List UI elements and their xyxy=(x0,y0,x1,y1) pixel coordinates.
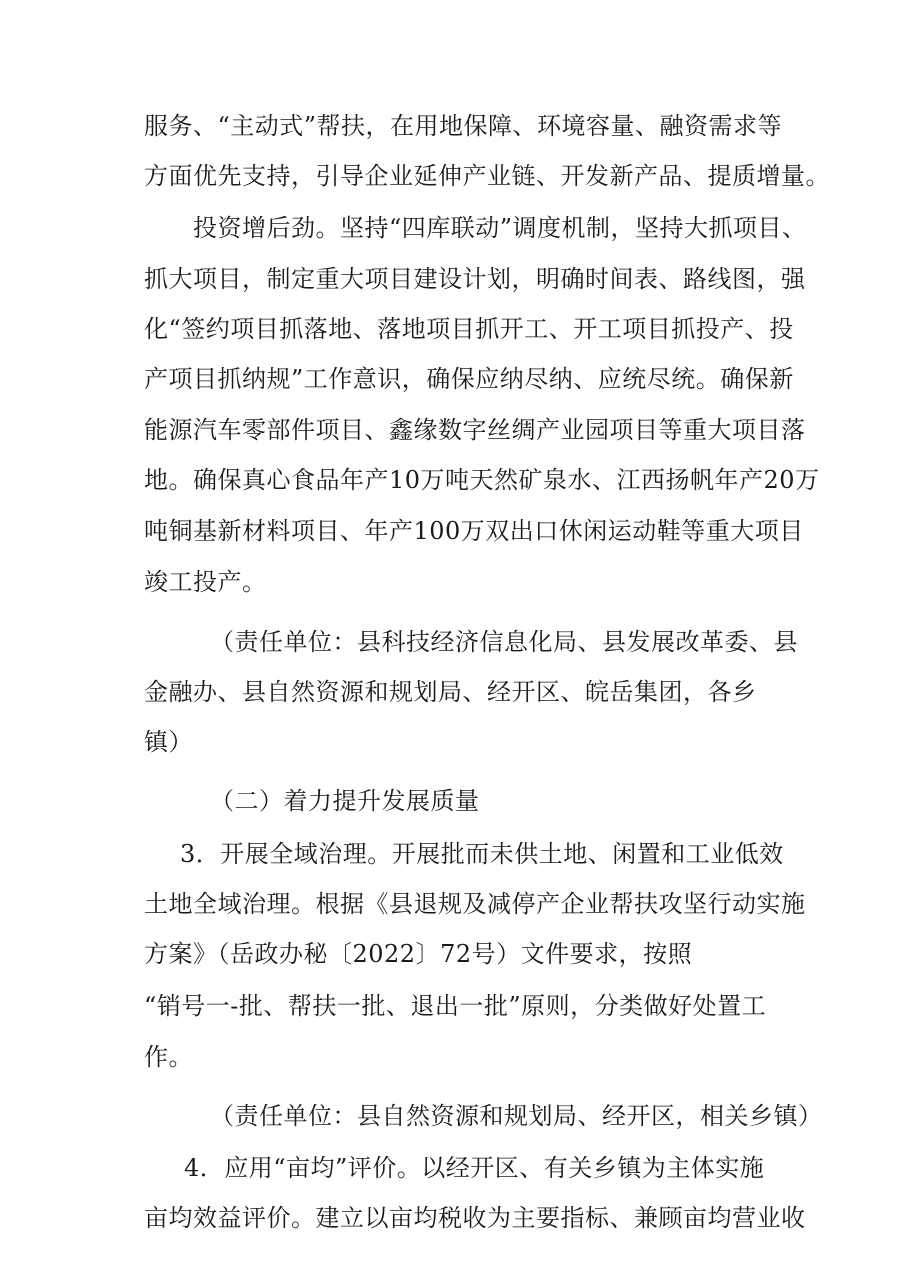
text-line: 地。确保真心食品年产10万吨天然矿泉水、江西扬帆年产20万 xyxy=(144,466,820,494)
responsibility-line: 金融办、县自然资源和规划局、经开区、皖岳集团，各乡 xyxy=(144,678,757,706)
text-line: 抓大项目，制定重大项目建设计划，明确时间表、路线图，强 xyxy=(144,265,806,293)
text-line: 吨铜基新材料项目、年产100万双出口休闲运动鞋等重大项目 xyxy=(144,517,804,545)
text-line: 产项目抓纳规”工作意识，确保应纳尽纳、应统尽统。确保新 xyxy=(144,365,794,393)
text-line: 4．应用“亩均”评价。以经开区、有关乡镇为主体实施 xyxy=(184,1154,765,1182)
text-line: “销号一-批、帮扶一批、退出一批”原则，分类做好处置工 xyxy=(144,992,767,1020)
responsibility-line: （责任单位：县科技经济信息化局、县发展改革委、县 xyxy=(210,628,798,656)
text-line: 投资增后劲。坚持“四库联动”调度机制，坚持大抓项目、 xyxy=(193,214,807,242)
text-line: 方案》（岳政办秘〔2022〕72号）文件要求，按照 xyxy=(144,940,693,968)
text-line: 亩均效益评价。建立以亩均税收为主要指标、兼顾亩均营业收 xyxy=(144,1204,806,1232)
text-line: 土地全域治理。根据《县退规及减停产企业帮扶攻坚行动实施 xyxy=(144,890,806,918)
text-line: 化“签约项目抓落地、落地项目抓开工、开工项目抓投产、投 xyxy=(144,315,794,343)
text-line: 竣工投产。 xyxy=(144,568,267,596)
text-line: 3．开展全域治理。开展批而未供土地、闲置和工业低效 xyxy=(180,840,784,868)
section-heading: （二）着力提升发展质量 xyxy=(210,787,480,815)
text-line: 服务、“主动式”帮扶，在用地保障、环境容量、融资需求等 xyxy=(144,112,783,140)
text-line: 方面优先支持，引导企业延伸产业链、开发新产品、提质增量。 xyxy=(144,162,830,190)
responsibility-line: （责任单位：县自然资源和规划局、经开区，相关乡镇） xyxy=(210,1102,823,1130)
text-line: 能源汽车零部件项目、鑫缘数字丝绸产业园项目等重大项目落 xyxy=(144,416,806,444)
responsibility-line: 镇） xyxy=(144,728,193,756)
text-line: 作。 xyxy=(144,1043,193,1071)
